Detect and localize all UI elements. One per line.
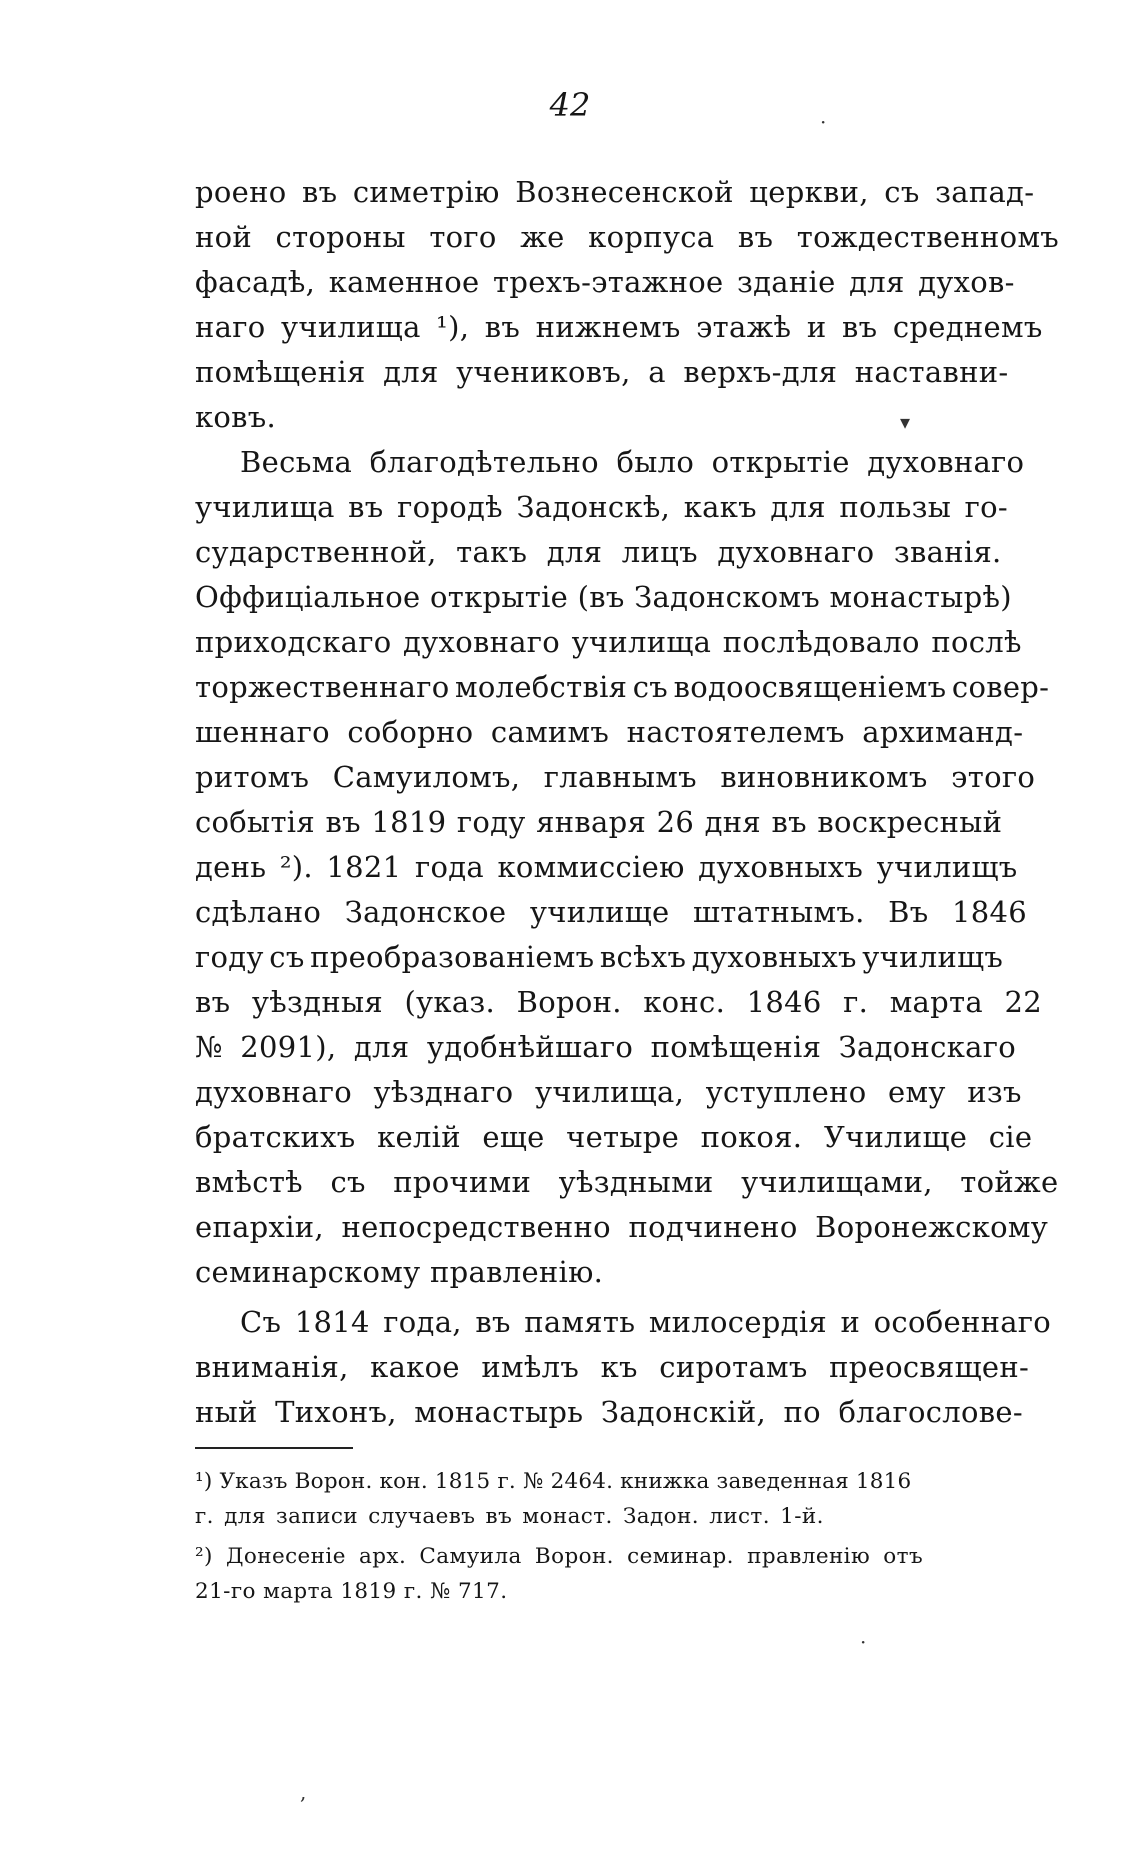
text-line: фасадѣ, каменное трехъ-этажное зданіе для духов- xyxy=(195,265,1015,299)
footnote-line: г. для записи случаевъ въ монаст. Задон. лист. 1-й. xyxy=(195,1504,824,1529)
text-line: Оффиціальное открытіе (въ Задонскомъ монастырѣ) xyxy=(195,580,1012,614)
text-line: братскихъ келій еще четыре покоя. Училище сіе xyxy=(195,1120,1033,1154)
text-line: № 2091), для удобнѣйшаго помѣщенія Задонскаго xyxy=(195,1030,1016,1064)
page-number: 42 xyxy=(549,86,591,124)
text-line: ной стороны того же корпуса въ тождественномъ xyxy=(195,220,1060,254)
text-line: помѣщенія для учениковъ, а верхъ-для наставни- xyxy=(195,355,1009,389)
text-line: ный Тихонъ, монастырь Задонскій, по благослове- xyxy=(195,1395,1023,1429)
text-line: духовнаго уѣзднаго училища, уступлено ему изъ xyxy=(195,1075,1022,1109)
text-line: наго училища ¹), въ нижнемъ этажѣ и въ среднемъ xyxy=(195,310,1043,344)
text-line: училища въ городѣ Задонскѣ, какъ для пользы го- xyxy=(195,490,1008,524)
text-line: семинарскому правленію. xyxy=(195,1255,604,1289)
text-line: событія въ 1819 году января 26 дня въ воскресный xyxy=(195,805,1003,839)
text-line: вмѣстѣ съ прочими уѣздными училищами, тойже xyxy=(195,1165,1059,1199)
text-line: сдѣлано Задонское училище штатнымъ. Въ 1846 xyxy=(195,895,1028,929)
print-speck: , xyxy=(300,1780,307,1804)
text-line: сударственной, такъ для лицъ духовнаго званія. xyxy=(195,535,1002,569)
text-line: шеннаго соборно самимъ настоятелемъ архиманд- xyxy=(195,715,1024,749)
print-speck: · xyxy=(860,1630,867,1654)
footnote-line: ²) Донесеніе арх. Самуила Ворон. семинар. правленію отъ xyxy=(195,1544,924,1569)
text-line: Весьма благодѣтельно было открытіе духовнаго xyxy=(240,445,1025,479)
text-line: году съ преобразованіемъ всѣхъ духовныхъ училищъ xyxy=(195,940,1004,974)
text-line: вниманія, какое имѣлъ къ сиротамъ преосвящен- xyxy=(195,1350,1030,1384)
text-line: торжественнаго молебствія съ водоосвященіемъ совер- xyxy=(195,670,1050,704)
text-line: день ²). 1821 года коммиссіею духовныхъ училищъ xyxy=(195,850,1018,884)
print-speck: ▾ xyxy=(900,410,911,434)
text-line: роено въ симетрію Вознесенской церкви, съ запад- xyxy=(195,175,1035,209)
footnote-line: 21-го марта 1819 г. № 717. xyxy=(195,1579,508,1604)
print-speck: · xyxy=(820,110,827,134)
text-line: Съ 1814 года, въ память милосердія и особеннаго xyxy=(240,1305,1052,1339)
text-line: ковъ. xyxy=(195,400,277,434)
text-line: ритомъ Самуиломъ, главнымъ виновникомъ этого xyxy=(195,760,1036,794)
text-line: епархіи, непосредственно подчинено Воронежскому xyxy=(195,1210,1049,1244)
footnote-separator xyxy=(195,1447,353,1449)
footnote-line: ¹) Указъ Ворон. кон. 1815 г. № 2464. книжка заведенная 1816 xyxy=(195,1469,912,1494)
text-line: приходскаго духовнаго училища послѣдовало послѣ xyxy=(195,625,1022,659)
text-line: въ уѣздныя (указ. Ворон. конс. 1846 г. марта 22 xyxy=(195,985,1042,1019)
